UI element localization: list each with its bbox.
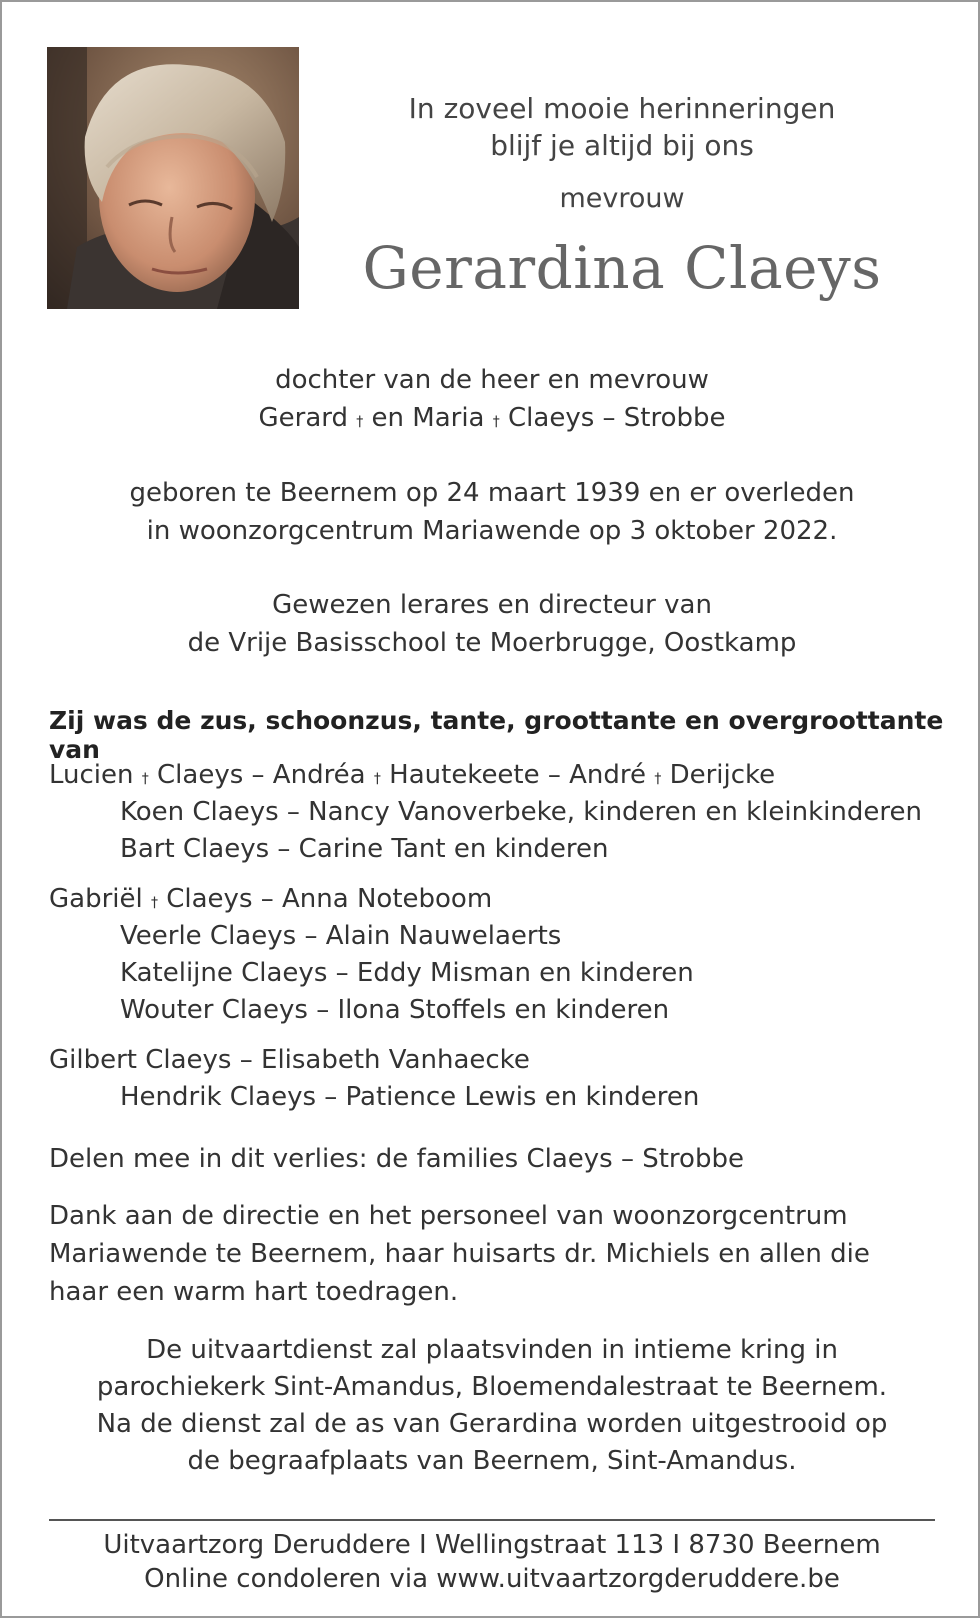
dagger-mark: † bbox=[373, 771, 381, 787]
thanks-line-1: Dank aan de directie en het personeel van woonzorgcentrum bbox=[49, 1201, 848, 1231]
header bbox=[332, 90, 912, 302]
thanks-block bbox=[49, 1197, 939, 1311]
family-main-line bbox=[49, 881, 949, 918]
footer bbox=[47, 1528, 937, 1596]
family-sub-line: Koen Claeys – Nancy Vanoverbeke, kinderen en kleinkinderen bbox=[120, 797, 922, 827]
thanks-line-3: haar een warm hart toedragen. bbox=[49, 1277, 459, 1307]
dagger-mark: † bbox=[356, 414, 364, 430]
motto-line-1: In zoveel mooie herinneringen bbox=[408, 92, 836, 125]
family-sub-line: Veerle Claeys – Alain Nauwelaerts bbox=[120, 921, 562, 951]
family-sub-line: Katelijne Claeys – Eddy Misman en kinderen bbox=[120, 958, 694, 988]
family-sub-line: Bart Claeys – Carine Tant en kinderen bbox=[120, 834, 609, 864]
funeral-home-line: Uitvaartzorg Deruddere I Wellingstraat 113 I 8730 Beernem bbox=[103, 1530, 881, 1560]
relative-name: Hautekeete – André bbox=[389, 760, 647, 790]
footer-divider bbox=[49, 1519, 935, 1521]
death-line: in woonzorgcentrum Mariawende op 3 oktober 2022. bbox=[146, 516, 838, 546]
condolence-line: Online condoleren via www.uitvaartzorgderuddere.be bbox=[144, 1564, 840, 1594]
relative-name: Derijcke bbox=[669, 760, 776, 790]
deceased-name: Gerardina Claeys bbox=[362, 234, 882, 302]
family-main-line: Gilbert Claeys – Elisabeth Vanhaecke bbox=[49, 1045, 530, 1075]
service-line-1: De uitvaartdienst zal plaatsvinden in intieme kring in bbox=[146, 1335, 838, 1365]
family-group bbox=[49, 881, 949, 1029]
career-line-2: de Vrije Basisschool te Moerbrugge, Oostkamp bbox=[187, 628, 797, 658]
family-group bbox=[49, 1042, 949, 1116]
dagger-mark: † bbox=[492, 414, 500, 430]
portrait-photo bbox=[47, 47, 299, 309]
service-line-3: Na de dienst zal de as van Gerardina worden uitgestrooid op bbox=[96, 1409, 888, 1439]
dagger-mark: † bbox=[141, 771, 149, 787]
mother-name: en Maria bbox=[371, 403, 485, 433]
parents-line-1: dochter van de heer en mevrouw bbox=[275, 365, 709, 395]
funeral-service-block bbox=[47, 1332, 937, 1480]
birth-line: geboren te Beernem op 24 maart 1939 en er overleden bbox=[129, 478, 855, 508]
birth-death-block bbox=[47, 474, 937, 550]
family-main-line bbox=[49, 757, 949, 794]
share-loss-line: Delen mee in dit verlies: de families Claeys – Strobbe bbox=[49, 1144, 744, 1174]
parents-block bbox=[47, 361, 937, 437]
family-sub-line: Wouter Claeys – Ilona Stoffels en kinderen bbox=[120, 995, 670, 1025]
family-names: Claeys – Strobbe bbox=[508, 403, 726, 433]
father-name: Gerard bbox=[258, 403, 348, 433]
motto bbox=[332, 90, 912, 164]
honorific: mevrouw bbox=[559, 183, 685, 214]
parents-line-2 bbox=[47, 399, 937, 437]
relative-name: Claeys – Anna Noteboom bbox=[166, 884, 493, 914]
thanks-line-2: Mariawende te Beernem, haar huisarts dr. Michiels en allen die bbox=[49, 1239, 870, 1269]
service-line-4: de begraafplaats van Beernem, Sint-Amandus. bbox=[187, 1446, 797, 1476]
dagger-mark: † bbox=[654, 771, 662, 787]
relative-name: Lucien bbox=[49, 760, 134, 790]
motto-line-2: blijf je altijd bij ons bbox=[490, 129, 754, 162]
service-line-2: parochiekerk Sint-Amandus, Bloemendalestraat te Beernem. bbox=[96, 1372, 888, 1402]
relatives-heading: Zij was de zus, schoonzus, tante, groottante en overgroottante van bbox=[49, 706, 944, 764]
relative-name: Claeys – Andréa bbox=[157, 760, 366, 790]
family-sub-line: Hendrik Claeys – Patience Lewis en kinderen bbox=[120, 1082, 700, 1112]
family-group bbox=[49, 757, 949, 868]
career-line-1: Gewezen lerares en directeur van bbox=[272, 590, 712, 620]
dagger-mark: † bbox=[150, 895, 158, 911]
career-block bbox=[47, 586, 937, 662]
relative-name: Gabriël bbox=[49, 884, 143, 914]
